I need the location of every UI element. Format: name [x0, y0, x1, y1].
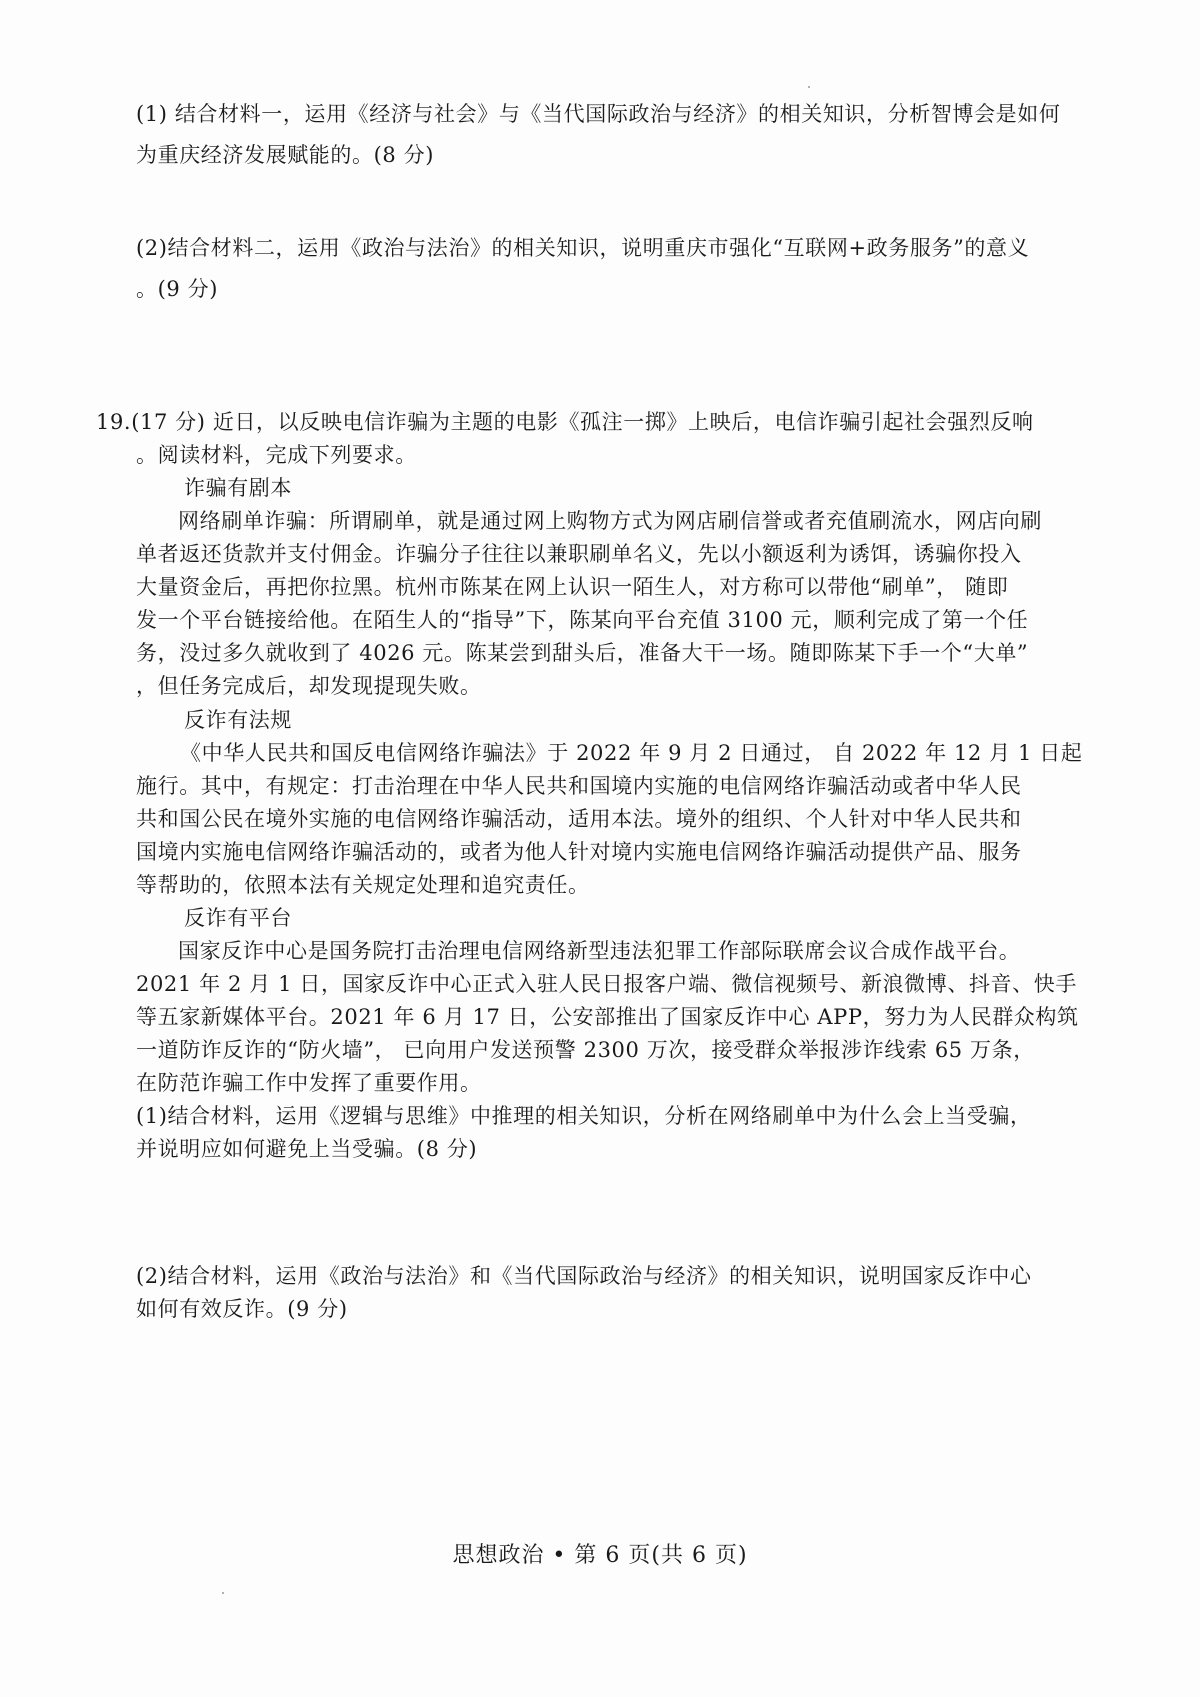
q19-heading-platform: 反诈有平台	[184, 906, 292, 930]
q19-para1-line3: 大量资金后，再把你拉黑。杭州市陈某在网上认识一陌生人，对方称可以带他“刷单”， 随即	[136, 575, 1009, 599]
q19-para1-line2: 单者返还货款并支付佣金。诈骗分子往往以兼职刷单名义，先以小额返利为诱饵，诱骗你投入	[136, 542, 1022, 566]
scan-speck	[808, 86, 810, 88]
q18-sub2-line1: (2)结合材料二，运用《政治与法治》的相关知识，说明重庆市强化“互联网+政务服务”的意义	[136, 236, 1030, 260]
q19-para2-line4: 国境内实施电信网络诈骗活动的，或者为他人针对境内实施电信网络诈骗活动提供产品、服务	[136, 840, 1022, 864]
q19-para1-line4: 发一个平台链接给他。在陌生人的“指导”下，陈某向平台充值 3100 元，顺利完成了第一个任	[136, 608, 1029, 632]
q19-heading-law: 反诈有法规	[184, 708, 292, 732]
q19-para3-line5: 在防范诈骗工作中发挥了重要作用。	[136, 1071, 482, 1095]
q19-sub1-line2: 并说明应如何避免上当受骗。(8 分)	[136, 1137, 478, 1161]
q19-intro-line2: 。阅读材料，完成下列要求。	[136, 443, 417, 467]
scan-speck	[222, 1592, 224, 1594]
q19-para2-line2: 施行。其中，有规定：打击治理在中华人民共和国境内实施的电信网络诈骗活动或者中华人民	[136, 774, 1022, 798]
q19-para2-line5: 等帮助的，依照本法有关规定处理和追究责任。	[136, 873, 590, 897]
q19-para1-line1: 网络刷单诈骗：所谓刷单，就是通过网上购物方式为网店刷信誉或者充值刷流水，网店向刷	[178, 509, 1042, 533]
q19-para3-line2: 2021 年 2 月 1 日，国家反诈中心正式入驻人民日报客户端、微信视频号、新浪微博、抖音、快手	[136, 972, 1077, 996]
q19-sub2-line1: (2)结合材料，运用《政治与法治》和《当代国际政治与经济》的相关知识，说明国家反诈中心	[136, 1264, 1032, 1288]
q19-para3-line3: 等五家新媒体平台。2021 年 6 月 17 日，公安部推出了国家反诈中心 APP，努力为人民群众构筑	[136, 1005, 1079, 1029]
q19-para1-line5: 务，没过多久就收到了 4026 元。陈某尝到甜头后，准备大干一场。随即陈某下手一个“大单”	[136, 641, 1029, 665]
q19-sub2-line2: 如何有效反诈。(9 分)	[136, 1297, 348, 1321]
q19-para2-line3: 共和国公民在境外实施的电信网络诈骗活动，适用本法。境外的组织、个人针对中华人民共和	[136, 807, 1022, 831]
q19-para3-line4: 一道防诈反诈的“防火墙”， 已向用户发送预警 2300 万次，接受群众举报涉诈线索 65 万条，	[136, 1038, 1035, 1062]
q19-sub1-line1: (1)结合材料，运用《逻辑与思维》中推理的相关知识，分析在网络刷单中为什么会上当受骗，	[136, 1104, 1032, 1128]
q18-sub1-line1: (1) 结合材料一，运用《经济与社会》与《当代国际政治与经济》的相关知识，分析智博会是如何	[136, 102, 1061, 126]
q18-sub2-line2: 。(9 分)	[136, 277, 219, 301]
q18-sub1-line2: 为重庆经济发展赋能的。(8 分)	[136, 143, 435, 167]
page-footer: 思想政治 • 第 6 页(共 6 页)	[452, 1543, 748, 1568]
q19-para2-line1: 《中华人民共和国反电信网络诈骗法》于 2022 年 9 月 2 日通过， 自 2022 年 12 月 1 日起	[180, 741, 1083, 765]
q19-para1-line6: ，但任务完成后，却发现提现失败。	[136, 674, 482, 698]
q19-heading-script: 诈骗有剧本	[184, 476, 292, 500]
q19-intro-line1: 19.(17 分) 近日，以反映电信诈骗为主题的电影《孤注一掷》上映后，电信诈骗引起社会强烈反响	[96, 410, 1034, 434]
q19-para3-line1: 国家反诈中心是国务院打击治理电信网络新型违法犯罪工作部际联席会议合成作战平台。	[178, 939, 1021, 963]
